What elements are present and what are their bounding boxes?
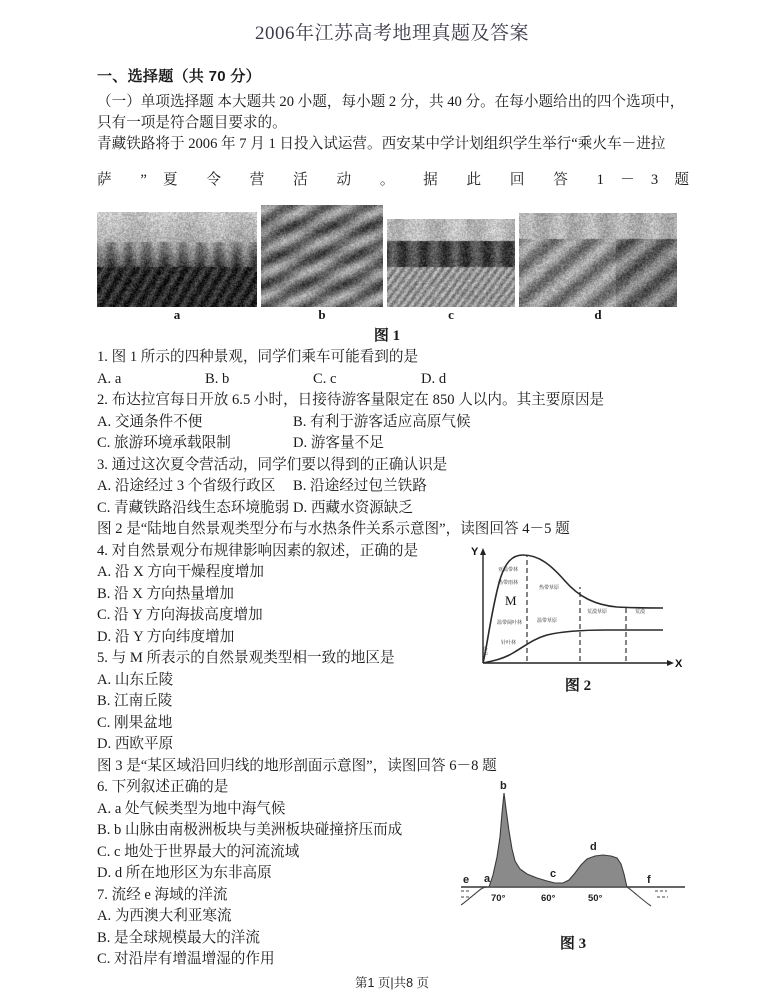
zone-label-redaicaoyuan: 热带草原 bbox=[539, 584, 560, 591]
profile-label-f: f bbox=[647, 874, 651, 887]
q5-option-d: D. 西欧平原 bbox=[97, 736, 174, 753]
question-2-options-row-1 bbox=[97, 412, 689, 434]
figure-2-caption: 图 2 bbox=[564, 677, 592, 694]
q5-option-c: C. 刚果盆地 bbox=[97, 714, 173, 731]
photo-label-c: c bbox=[448, 307, 454, 323]
q4-option-d: D. 沿 Y 方向纬度增加 bbox=[97, 628, 235, 645]
q2-option-b: B. 有利于游客适应高原气候 bbox=[293, 413, 471, 430]
q7-option-c: C. 对沿岸有增温增湿的作用 bbox=[97, 951, 275, 968]
zone-label-zhenyelin: 针叶林 bbox=[501, 639, 517, 646]
zone-label-huangmo: 荒漠 bbox=[635, 608, 646, 615]
page-title: 2006年江苏高考地理真题及答案 bbox=[254, 23, 529, 44]
question-3-options-row-2 bbox=[97, 498, 689, 520]
photo-label-d: d bbox=[594, 307, 602, 323]
zone-label-huangmocaoyuan: 荒漠草原 bbox=[587, 608, 608, 615]
photo-b bbox=[261, 205, 383, 307]
question-2-text: 2. 布达拉宫每日开放 6.5 小时，日接待游客量限定在 850 人以内。其主要原因是 bbox=[97, 392, 605, 409]
q1-option-c: C. c bbox=[313, 370, 337, 387]
zone-label-m: M bbox=[505, 592, 517, 608]
q7-option-a: A. 为西澳大利亚寒流 bbox=[97, 908, 232, 925]
figure-1 bbox=[97, 205, 677, 345]
profile-label-e: e bbox=[463, 874, 470, 887]
question-6-text: 6. 下列叙述正确的是 bbox=[97, 779, 229, 796]
q3-option-c: C. 青藏铁路沿线生态环境脆弱 bbox=[97, 499, 290, 516]
q5-option-b: B. 江南丘陵 bbox=[97, 693, 173, 710]
zone-label-wendaicaoyuan: 温带草原 bbox=[537, 617, 558, 624]
q1-option-b: B. b bbox=[205, 370, 230, 387]
q7-option-b: B. 是全球规模最大的洋流 bbox=[97, 929, 260, 946]
figure-3-caption: 图 3 bbox=[559, 936, 587, 953]
q2-option-a: A. 交通条件不便 bbox=[97, 413, 203, 430]
photo-label-b: b bbox=[318, 307, 326, 323]
figure-2 bbox=[467, 543, 689, 695]
q1-option-d: D. d bbox=[421, 370, 447, 387]
q4-option-c: C. 沿 Y 方向海拔高度增加 bbox=[97, 607, 263, 624]
page-footer: 第1 页|共8 页 bbox=[354, 976, 430, 990]
photo-c bbox=[387, 219, 515, 307]
question-7-text: 7. 流经 e 海域的洋流 bbox=[97, 886, 228, 903]
q5-option-a: A. 山东丘陵 bbox=[97, 671, 174, 688]
q6-option-c: C. c 地处于世界最大的河流流域 bbox=[97, 843, 300, 860]
q3-option-a: A. 沿途经过 3 个省级行政区 bbox=[97, 478, 276, 495]
figure-2-x-axis-label: X bbox=[675, 657, 683, 670]
section-heading: 一、选择题（共 70 分） bbox=[97, 68, 261, 85]
question-3-options-row-1 bbox=[97, 476, 689, 498]
question-2-options-row-2 bbox=[97, 433, 689, 455]
figure-3-diagram bbox=[457, 779, 689, 931]
q3-option-d: D. 西藏水资源缺乏 bbox=[293, 499, 413, 516]
q3-option-b: B. 沿途经过包兰铁路 bbox=[293, 478, 427, 495]
profile-label-a: a bbox=[484, 873, 491, 886]
question-4-text: 4. 对自然景观分布规律影响因素的叙述，正确的是 bbox=[97, 542, 419, 559]
q6-option-d: D. d 所在地形区为东非高原 bbox=[97, 865, 272, 882]
passage-stem-line-1: 青藏铁路将于 2006 年 7 月 1 日投入试运营。西安某中学计划组织学生举行“乘火车－进拉 bbox=[97, 136, 666, 152]
question-5-text: 5. 与 M 所表示的自然景观类型相一致的地区是 bbox=[97, 650, 395, 667]
q4-q5-block bbox=[97, 541, 689, 756]
q6-q7-block bbox=[97, 777, 689, 971]
question-1-options bbox=[97, 369, 689, 391]
degree-label-60: 60° bbox=[541, 893, 556, 905]
zone-label-wendaikuoyelin: 温带阔叶林 bbox=[497, 619, 523, 626]
instruction-line-2: 只有一项是符合题目要求的。 bbox=[97, 115, 287, 131]
q2-option-c: C. 旅游环境承载限制 bbox=[97, 435, 231, 452]
q4-option-a: A. 沿 X 方向干燥程度增加 bbox=[97, 564, 265, 581]
figure-1-photo-row bbox=[97, 205, 677, 307]
photo-d bbox=[519, 213, 677, 307]
passage-stem-line-2: 萨 ” 夏 令 营 活 动 。 据 此 回 答 1 － 3 题 bbox=[97, 171, 689, 188]
profile-label-c: c bbox=[550, 868, 557, 881]
q6-option-b: B. b 山脉由南极洲板块与美洲板块碰撞挤压而成 bbox=[97, 822, 403, 839]
photo-a bbox=[97, 212, 257, 307]
instruction-line-1: （一）单项选择题 本大题共 20 小题，每小题 2 分，共 40 分。在每小题给出的四个选项中， bbox=[97, 94, 685, 110]
zone-label-yawendailin: 亚温带林 bbox=[498, 566, 519, 573]
figure-1-labels bbox=[97, 307, 677, 323]
q2-option-d: D. 游客量不足 bbox=[293, 435, 384, 452]
photo-label-a: a bbox=[173, 307, 181, 323]
q4-option-b: B. 沿 X 方向热量增加 bbox=[97, 585, 235, 602]
profile-label-d: d bbox=[590, 841, 597, 854]
figure-2-y-axis-label: Y bbox=[471, 545, 479, 558]
profile-label-b: b bbox=[500, 780, 507, 793]
question-3-text: 3. 通过这次夏令营活动，同学们要以得到的正确认识是 bbox=[97, 456, 448, 473]
q1-option-a: A. a bbox=[97, 370, 122, 387]
zone-label-taiyuan: 苔原 bbox=[483, 645, 489, 656]
lead-in-figure-3: 图 3 是“某区域沿回归线的地形剖面示意图”，读图回答 6－8 题 bbox=[97, 757, 497, 774]
document-body bbox=[95, 65, 689, 971]
degree-label-70: 70° bbox=[491, 893, 506, 905]
figure-2-diagram bbox=[467, 543, 689, 673]
q6-option-a: A. a 处气候类型为地中海气候 bbox=[97, 800, 286, 817]
figure-3 bbox=[457, 779, 689, 953]
degree-label-50: 50° bbox=[588, 893, 603, 905]
question-1-text: 1. 图 1 所示的四种景观，同学们乘车可能看到的是 bbox=[97, 349, 419, 366]
figure-1-caption: 图 1 bbox=[373, 328, 401, 345]
lead-in-figure-2: 图 2 是“陆地自然景观类型分布与水热条件关系示意图”，读图回答 4－5 题 bbox=[97, 521, 570, 538]
zone-label-redaiyulin: 热带雨林 bbox=[498, 579, 519, 586]
